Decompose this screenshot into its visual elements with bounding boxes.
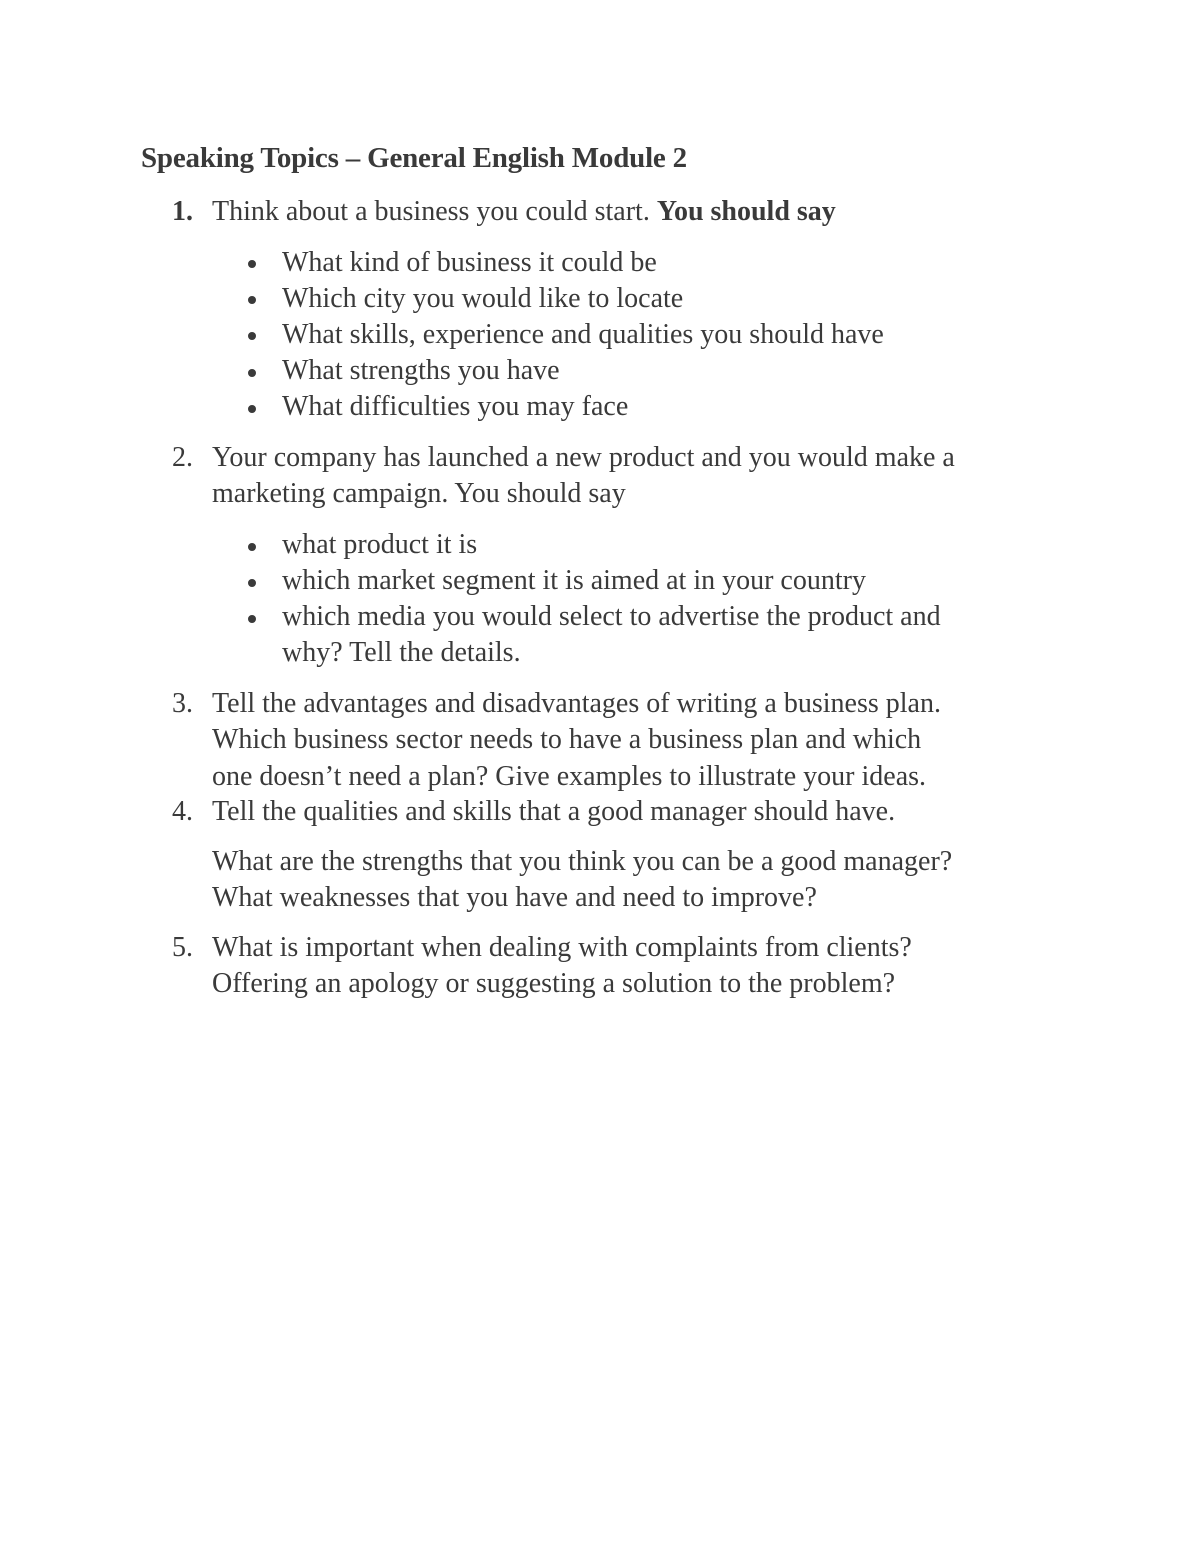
item-3-text: [212, 686, 1072, 795]
item-2-number: 2.: [172, 442, 193, 473]
bullet-icon: [248, 332, 256, 340]
document-title: Speaking Topics – General English Module 2: [141, 142, 687, 174]
item-5-number: 5.: [172, 932, 193, 963]
item-5-line-2: Offering an apology or suggesting a solution to the problem?: [212, 968, 896, 1000]
item-1-emphasis: You should say: [656, 196, 836, 227]
item-2-bullet-2: which market segment it is aimed at in your country: [282, 565, 866, 596]
item-3-line-3: one doesn’t need a plan? Give examples to illustrate your ideas.: [212, 760, 927, 792]
bullet-icon: [248, 369, 256, 377]
item-4-number: 4.: [172, 796, 193, 827]
item-4-followup-line-1: What are the strengths that you think you can be a good manager?: [212, 846, 953, 877]
item-4-line-1: Tell the qualities and skills that a good manager should have.: [212, 796, 896, 827]
item-1-bullet-4: What strengths you have: [282, 355, 560, 386]
bullet-icon: [248, 260, 256, 268]
item-1-prompt: Think about a business you could start.: [212, 196, 650, 227]
item-4-followup: [212, 844, 1072, 917]
bullet-icon: [248, 296, 256, 304]
item-1-text: [212, 194, 1072, 230]
item-1-bullet-5: What difficulties you may face: [282, 391, 629, 422]
bullet-icon: [248, 615, 256, 623]
item-4-text: [212, 794, 1072, 830]
item-1-bullet-2: Which city you would like to locate: [282, 283, 684, 314]
item-2-bullet-3-cont: why? Tell the details.: [282, 637, 521, 668]
item-1-bullet-3: What skills, experience and qualities you should have: [282, 319, 884, 350]
item-5-text: [212, 930, 1072, 1003]
item-3-number: 3.: [172, 688, 193, 719]
item-3-line-1: Tell the advantages and disadvantages of writing a business plan.: [212, 688, 941, 719]
item-2-line-1: Your company has launched a new product and you would make a: [212, 442, 955, 473]
bullet-icon: [248, 543, 256, 551]
item-2-bullet-1: what product it is: [282, 529, 478, 560]
item-2-bullet-3: which media you would select to advertise the product and: [282, 601, 941, 632]
item-1-number: 1.: [172, 196, 193, 227]
item-2-text: [212, 440, 1072, 513]
item-5-line-1: What is important when dealing with complaints from clients?: [212, 932, 912, 963]
bullet-icon: [248, 579, 256, 587]
item-2-line-2: marketing campaign. You should say: [212, 478, 626, 510]
item-3-line-2: Which business sector needs to have a business plan and which: [212, 724, 922, 756]
item-1-bullet-1: What kind of business it could be: [282, 247, 657, 278]
item-4-followup-line-2: What weaknesses that you have and need to improve?: [212, 882, 817, 914]
bullet-icon: [248, 405, 256, 413]
